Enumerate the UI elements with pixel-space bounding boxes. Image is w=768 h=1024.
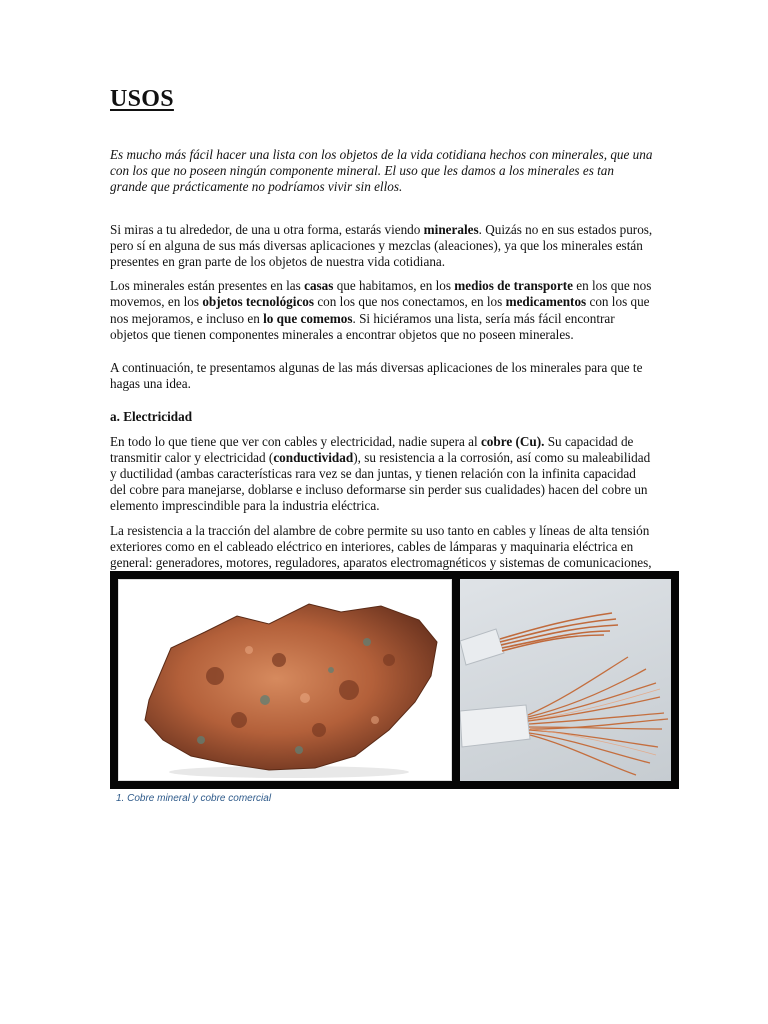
paragraph-4: En todo lo que tiene que ver con cables y electricidad, nadie supera al cobre (Cu). Su capacidad de transmitir calor y electricidad (conductividad), su resistencia a la corrosión, así como su maleabilidad y ductilidad (ambas características rara vez se dan juntas, y tienen relación con la infinita capacidad del cobre para manejarse, doblarse e incluso deformarse sin perder sus cualidades) hacen del cobre un elemento imprescindible para la industria eléctrica. bbox=[110, 433, 651, 514]
copper-ore-graphic bbox=[119, 580, 452, 781]
figure-caption: 1. Cobre mineral y cobre comercial bbox=[116, 793, 272, 804]
paragraph-5: La resistencia a la tracción del alambre de cobre permite su uso tanto en cables y líneas de alta tensión exteriores como en el cableado eléctrico en interiores, cables de lámparas y maquinaria eléctrica en general: generadores, motores, reguladores, aparatos electromagnéticos y sistemas de comunicaciones, bbox=[110, 522, 652, 571]
copper-wire-image bbox=[460, 579, 671, 781]
document-body bbox=[110, 86, 653, 587]
paragraph-3: A continuación, te presentamos algunas de las más diversas aplicaciones de los minerales para que te hagas una idea. bbox=[110, 360, 643, 392]
paragraph-1: Si miras a tu alrededor, de una u otra forma, estarás viendo minerales. Quizás no en sus estados puros, pero sí en alguna de sus más diversas aplicaciones y mezclas (aleaciones), ya que los minerales están presentes en gran parte de los objetos de nuestra vida cotidiana. bbox=[110, 221, 653, 270]
copper-wire-graphic bbox=[460, 579, 671, 781]
page-title: USOS bbox=[110, 86, 174, 112]
paragraph-2: Los minerales están presentes en las casas que habitamos, en los medios de transporte en los que nos movemos, en los objetos tecnológicos con los que nos conectamos, en los medicamentos con los que nos mejoramos, e incluso en lo que comemos. Si hiciéramos una lista, sería más fácil encontrar objetos que tienen componentes minerales a encontrar objetos que no poseen minerales. bbox=[110, 278, 652, 342]
intro-paragraph: Es mucho más fácil hacer una lista con los objetos de la vida cotidiana hechos con minerales, que una con los que no poseen ningún componente mineral. El uso que les damos a los minerales es tan grande que prácticamente no podríamos vivir sin ellos. bbox=[110, 147, 653, 195]
figure-frame bbox=[110, 571, 679, 789]
section-heading: a. Electricidad bbox=[110, 409, 193, 425]
copper-ore-image bbox=[118, 579, 452, 781]
